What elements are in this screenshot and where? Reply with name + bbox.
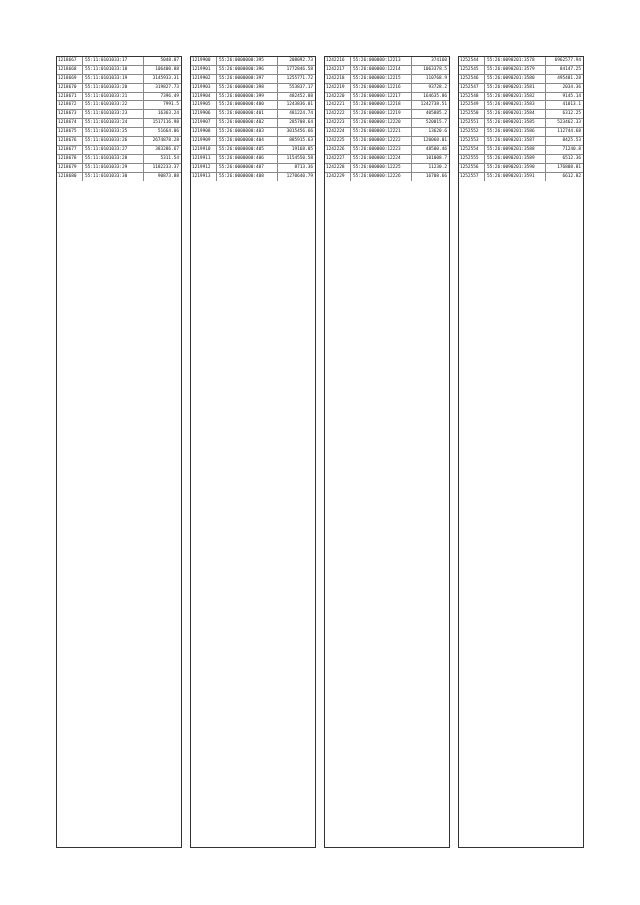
cell-id: 1218676: [57, 137, 83, 145]
cell-id: 1218671: [57, 93, 83, 101]
cell-code: 55:11:0101033:20: [83, 84, 144, 92]
table-row: [459, 119, 583, 128]
table-row: [191, 119, 315, 128]
table-row: [459, 57, 583, 66]
cell-code: 55:11:0101033:26: [83, 137, 144, 145]
cell-code: 55:26:0090201:3583: [485, 101, 546, 109]
cell-value: 1772846.58: [286, 66, 313, 72]
cell-value: 1517116.98: [152, 120, 179, 126]
cell-id: 1242229: [325, 173, 351, 182]
cell-value: 5311.54: [160, 155, 179, 161]
table-row: [459, 66, 583, 75]
table-row: [57, 110, 181, 119]
cell-id: 1218672: [57, 101, 83, 109]
cell-id: 1218679: [57, 164, 83, 172]
cell-id: 1242225: [325, 137, 351, 145]
cell-value: 319827.73: [155, 84, 179, 90]
table-row: [459, 146, 583, 155]
cell-value: 3015456.66: [286, 129, 313, 135]
cell-value: 6512.36: [562, 155, 581, 161]
table-row: [191, 128, 315, 137]
table-column-2: [190, 56, 316, 848]
table-row: [191, 146, 315, 155]
table-row: [191, 164, 315, 173]
cell-value: 1270640.79: [286, 173, 313, 179]
cell-value: 2674878.28: [152, 138, 179, 144]
table-row: [191, 84, 315, 93]
cell-code: 55:26:0090201:3585: [485, 119, 546, 127]
cell-value: 16363.24: [157, 111, 179, 117]
table-row: [459, 173, 583, 182]
cell-id: 1219904: [191, 93, 217, 101]
cell-value: 19168.05: [291, 146, 313, 152]
cell-value: 520015.7: [425, 120, 447, 126]
cell-id: 1252549: [459, 101, 485, 109]
cell-id: 1219900: [191, 57, 217, 65]
table-row: [459, 128, 583, 137]
cell-value: 5048.07: [160, 58, 179, 63]
table-row: [325, 155, 449, 164]
cell-value: 120060.01: [423, 138, 447, 144]
cell-value: 482452.88: [289, 93, 313, 99]
table-column-4: [458, 56, 584, 848]
cell-id: 1219908: [191, 128, 217, 136]
cell-code: 55:26:000000:12218: [351, 101, 412, 109]
table-row: [57, 57, 181, 66]
cell-code: 55:26:0000000:408: [217, 173, 278, 182]
table-row: [191, 110, 315, 119]
cell-value: 93728.2: [428, 84, 447, 90]
table-row: [325, 84, 449, 93]
table-row: [191, 75, 315, 84]
table-row: [57, 173, 181, 182]
cell-id: 1242228: [325, 164, 351, 172]
cell-id: 1242216: [325, 57, 351, 65]
table-row: [191, 155, 315, 164]
document-sheet: [56, 56, 584, 848]
table-column-3: [324, 56, 450, 848]
cell-code: 55:11:0101033:17: [83, 57, 144, 65]
cell-code: 55:26:000000:12216: [351, 84, 412, 92]
cell-value: 101008.7: [425, 155, 447, 161]
cell-code: 55:26:0000000:397: [217, 75, 278, 83]
cell-id: 1242221: [325, 101, 351, 109]
cell-id: 1252554: [459, 146, 485, 154]
cell-code: 55:11:0101033:19: [83, 75, 144, 83]
cell-id: 1252556: [459, 164, 485, 172]
cell-code: 55:26:0090201:3586: [485, 128, 546, 136]
cell-code: 55:26:0000000:402: [217, 119, 278, 127]
table-row: [191, 66, 315, 75]
cell-value: 1182233.37: [152, 164, 179, 170]
cell-id: 1242217: [325, 66, 351, 74]
cell-value: 553837.17: [289, 84, 313, 90]
cell-id: 1218670: [57, 84, 83, 92]
cell-id: 1219911: [191, 155, 217, 163]
table-row: [57, 155, 181, 164]
cell-code: 55:26:0090201:3588: [485, 146, 546, 154]
cell-id: 1218667: [57, 57, 83, 65]
cell-value: 112744.68: [557, 129, 581, 135]
cell-code: 55:26:0000000:405: [217, 146, 278, 154]
cell-value: 176808.81: [557, 164, 581, 170]
table-row: [57, 75, 181, 84]
cell-code: 55:26:0090201:3578: [485, 57, 546, 65]
cell-value: 16708.66: [425, 173, 447, 179]
cell-value: 285708.64: [289, 120, 313, 126]
cell-code: 55:11:0101033:25: [83, 128, 144, 136]
cell-value: 71240.8: [562, 146, 581, 152]
table-row: [57, 93, 181, 102]
cell-value: 2034.36: [562, 84, 581, 90]
cell-code: 55:26:0000000:407: [217, 164, 278, 172]
cell-id: 1242220: [325, 93, 351, 101]
cell-value: 8425.53: [562, 138, 581, 144]
cell-code: 55:11:0101033:28: [83, 155, 144, 163]
cell-value: 1255771.72: [286, 75, 313, 81]
cell-code: 55:26:000000:12224: [351, 155, 412, 163]
table-row: [57, 101, 181, 110]
cell-code: 55:26:0000000:404: [217, 137, 278, 145]
table-row: [459, 164, 583, 173]
cell-value: 84147.25: [559, 66, 581, 72]
cell-value: 13620.6: [428, 129, 447, 135]
cell-id: 1218669: [57, 75, 83, 83]
table-row: [57, 128, 181, 137]
cell-code: 55:26:0090201:3584: [485, 110, 546, 118]
cell-id: 1252546: [459, 75, 485, 83]
cell-value: 9145.14: [562, 93, 581, 99]
table-row: [459, 93, 583, 102]
table-row: [191, 57, 315, 66]
cell-id: 1218680: [57, 173, 83, 182]
table-row: [325, 137, 449, 146]
cell-id: 1219902: [191, 75, 217, 83]
cell-code: 55:11:0101033:23: [83, 110, 144, 118]
cell-value: 1154550.58: [286, 155, 313, 161]
cell-value: 1063378.5: [423, 66, 447, 72]
table-row: [325, 66, 449, 75]
table-row: [459, 101, 583, 110]
cell-id: 1219910: [191, 146, 217, 154]
table-row: [191, 173, 315, 182]
cell-code: 55:26:000000:12220: [351, 119, 412, 127]
cell-value: 495481.28: [557, 75, 581, 81]
cell-code: 55:26:000000:12213: [351, 57, 412, 65]
cell-code: 55:11:0101033:29: [83, 164, 144, 172]
cell-id: 1252550: [459, 110, 485, 118]
table-row: [57, 164, 181, 173]
cell-code: 55:26:0000000:398: [217, 84, 278, 92]
cell-id: 1252548: [459, 93, 485, 101]
table-row: [191, 101, 315, 110]
cell-id: 1252544: [459, 57, 485, 65]
cell-id: 1218673: [57, 110, 83, 118]
cell-code: 55:11:0101033:22: [83, 101, 144, 109]
cell-code: 55:26:0090201:3587: [485, 137, 546, 145]
cell-code: 55:26:000000:12225: [351, 164, 412, 172]
cell-id: 1252553: [459, 137, 485, 145]
cell-value: 481224.74: [289, 111, 313, 117]
cell-code: 55:11:0101033:24: [83, 119, 144, 127]
cell-value: 48500.46: [425, 146, 447, 152]
cell-id: 1252547: [459, 84, 485, 92]
table-row: [191, 137, 315, 146]
cell-value: 41013.1: [562, 102, 581, 108]
cell-code: 55:26:0090201:3581: [485, 84, 546, 92]
cell-id: 1252552: [459, 128, 485, 136]
cell-value: 405885.2: [425, 111, 447, 117]
cell-value: 6612.82: [562, 173, 581, 179]
cell-code: 55:26:0090201:3582: [485, 93, 546, 101]
cell-code: 55:26:000000:12223: [351, 146, 412, 154]
cell-id: 1242224: [325, 128, 351, 136]
table-row: [325, 110, 449, 119]
cell-id: 1242226: [325, 146, 351, 154]
cell-value: 110768.9: [425, 75, 447, 81]
table-row: [325, 75, 449, 84]
cell-code: 55:11:0101033:18: [83, 66, 144, 74]
cell-id: 1218675: [57, 128, 83, 136]
table-row: [57, 84, 181, 93]
cell-value: 51664.06: [157, 129, 179, 135]
cell-id: 1252545: [459, 66, 485, 74]
cell-value: 374160: [431, 58, 447, 63]
cell-value: 523462.33: [557, 120, 581, 126]
table-row: [57, 146, 181, 155]
cell-code: 55:11:0101033:30: [83, 173, 144, 182]
cell-value: 208092.73: [289, 58, 313, 63]
table-row: [325, 173, 449, 182]
cell-code: 55:26:000000:12214: [351, 66, 412, 74]
cell-id: 1219907: [191, 119, 217, 127]
cell-id: 1219903: [191, 84, 217, 92]
cell-id: 1219912: [191, 164, 217, 172]
cell-id: 1219909: [191, 137, 217, 145]
table-row: [325, 57, 449, 66]
cell-code: 55:11:0101033:21: [83, 93, 144, 101]
cell-code: 55:26:0090201:3580: [485, 75, 546, 83]
cell-id: 1252551: [459, 119, 485, 127]
cell-id: 1242227: [325, 155, 351, 163]
table-row: [459, 137, 583, 146]
cell-value: 7991.5: [163, 102, 179, 108]
cell-id: 1219906: [191, 110, 217, 118]
table-row: [325, 93, 449, 102]
table-row: [325, 101, 449, 110]
cell-code: 55:26:000000:12217: [351, 93, 412, 101]
cell-code: 55:26:0000000:396: [217, 66, 278, 74]
cell-code: 55:26:0000000:401: [217, 110, 278, 118]
table-row: [191, 93, 315, 102]
cell-value: 106400.88: [155, 66, 179, 72]
table-row: [325, 128, 449, 137]
cell-code: 55:26:000000:12221: [351, 128, 412, 136]
cell-value: 11230.2: [428, 164, 447, 170]
cell-id: 1242222: [325, 110, 351, 118]
cell-code: 55:26:0000000:399: [217, 93, 278, 101]
table-row: [57, 66, 181, 75]
table-row: [57, 137, 181, 146]
table-column-1: [56, 56, 182, 848]
table-row: [57, 119, 181, 128]
cell-code: 55:26:0000000:403: [217, 128, 278, 136]
cell-code: 55:26:0000000:400: [217, 101, 278, 109]
cell-value: 6962577.94: [554, 58, 581, 63]
cell-id: 1219905: [191, 101, 217, 109]
cell-code: 55:11:0101033:27: [83, 146, 144, 154]
table-row: [325, 164, 449, 173]
cell-value: 7396.49: [160, 93, 179, 99]
table-row: [459, 75, 583, 84]
cell-code: 55:26:0090201:3590: [485, 164, 546, 172]
cell-id: 1242223: [325, 119, 351, 127]
table-row: [459, 84, 583, 93]
cell-value: 1242738.51: [420, 102, 447, 108]
cell-value: 1243836.01: [286, 102, 313, 108]
cell-code: 55:26:0000000:406: [217, 155, 278, 163]
table-row: [325, 119, 449, 128]
cell-id: 1252555: [459, 155, 485, 163]
cell-id: 1219901: [191, 66, 217, 74]
cell-value: 164635.86: [423, 93, 447, 99]
cell-id: 1218668: [57, 66, 83, 74]
cell-code: 55:26:000000:12222: [351, 137, 412, 145]
cell-value: 6312.25: [562, 111, 581, 117]
cell-code: 55:26:0000000:395: [217, 57, 278, 65]
cell-value: 8713.36: [294, 164, 313, 170]
cell-id: 1218674: [57, 119, 83, 127]
cell-code: 55:26:000000:12219: [351, 110, 412, 118]
table-row: [459, 110, 583, 119]
cell-value: 383286.67: [155, 146, 179, 152]
cell-code: 55:26:000000:12215: [351, 75, 412, 83]
cell-code: 55:26:000000:12226: [351, 173, 412, 182]
cell-value: 90873.88: [157, 173, 179, 179]
cell-code: 55:26:0090201:3579: [485, 66, 546, 74]
cell-code: 55:26:0090201:3589: [485, 155, 546, 163]
cell-code: 55:26:0090201:3591: [485, 173, 546, 182]
cell-value: 3145933.31: [152, 75, 179, 81]
table-row: [325, 146, 449, 155]
cell-id: 1219913: [191, 173, 217, 182]
cell-id: 1218677: [57, 146, 83, 154]
cell-id: 1218678: [57, 155, 83, 163]
cell-value: 885915.63: [289, 138, 313, 144]
cell-id: 1242219: [325, 84, 351, 92]
cell-id: 1252557: [459, 173, 485, 182]
table-row: [459, 155, 583, 164]
cell-id: 1242218: [325, 75, 351, 83]
